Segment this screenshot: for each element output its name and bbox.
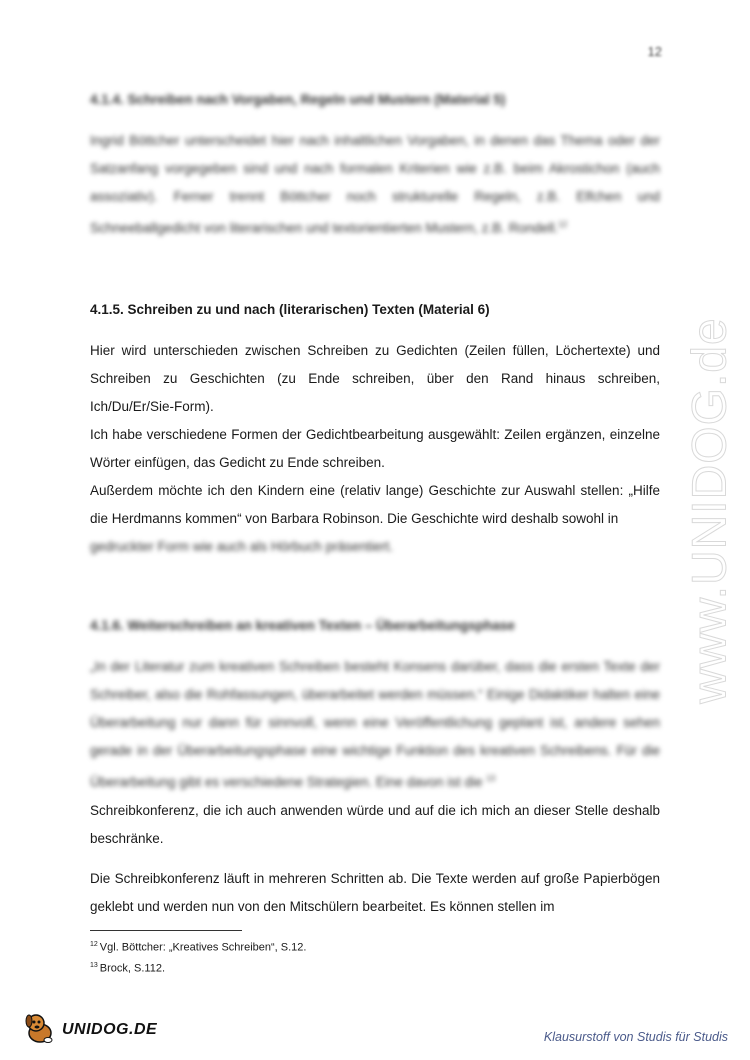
section-4-1-4-text: Ingrid Böttcher unterscheidet hier nach inhaltlichen Vorgaben, in denen das Thema oder der Satzanfang vorgegeben sind und nach formalen Kriterien wie z.B. beim Akrostichon (auch assoziativ). Ferner trennt Böttcher noch strukturelle Regeln, z.B. Elfchen und Schneeballgedicht von literarischen und textorientierten Mustern, z.B. Rondell. (90, 133, 660, 236)
watermark (683, 280, 737, 740)
section-4-1-5-p3-blurred: gedruckter Form wie auch als Hörbuch präsentiert. (90, 539, 394, 554)
footnotes (90, 936, 306, 977)
section-4-1-6-p1-blurred: „In der Literatur zum kreativen Schreiben besteht Konsens darüber, dass die ersten Texte der Schreiber, also die Rohfassungen, überarbeitet werden müssen.“ Einige Didaktiker halten eine Überarbeitung nur dann für sinnvoll, wenn eine Veröffentlichung geplant ist, andere sehen gerade in der Überarbeitungsphase eine wichtige Funktion des kreativen Schreibens. Für die Überarbeitung gibt es verschiedene Strategien. Eine davon ist die (90, 659, 660, 790)
footnote-12: $^{12}$ Vgl. Böttcher: „Kreatives Schreiben“, S.12. (90, 941, 307, 954)
footnote-ref-13: 13 (486, 774, 496, 783)
section-4-1-5-heading: 4.1.5. Schreiben zu und nach (literarischen) Texten (Material 6) (90, 302, 490, 317)
tagline: Klausurstoff von Studis für Studis (543, 1030, 728, 1044)
dog-mascot-icon (22, 1011, 58, 1050)
footnote-rule (90, 930, 242, 931)
section-4-1-6-heading: 4.1.6. Weiterschreiben an kreativen Texten – Überarbeitungsphase (90, 618, 515, 633)
page-number: 12 (647, 44, 662, 59)
footnote-13: $^{13}$ Brock, S.112. (90, 961, 166, 975)
section-4-1-5 (90, 302, 660, 561)
section-4-1-6 (90, 618, 660, 921)
section-4-1-4 (90, 92, 660, 243)
unidog-logo (22, 1010, 157, 1050)
section-4-1-4-heading: 4.1.4. Schreiben nach Vorgaben, Regeln und Mustern (Material 5) (90, 92, 506, 107)
logo-text: UNIDOG.DE (62, 1021, 158, 1038)
section-4-1-6-p2: Die Schreibkonferenz läuft in mehreren Schritten ab. Die Texte werden auf große Papierbögen geklebt und werden nun von den Mitschülern bearbeitet. Es können stellen im (90, 870, 660, 914)
section-4-1-5-p3: Außerdem möchte ich den Kindern eine (relativ lange) Geschichte zur Auswahl stellen: „Hilfe die Herdmanns kommen“ von Barbara Robinson. Die Geschichte wird deshalb sowohl in (90, 483, 660, 526)
footnote-ref-12: 12 (558, 220, 568, 229)
section-4-1-5-p2: Ich habe verschiedene Formen der Gedichtbearbeitung ausgewählt: Zeilen ergänzen, einzelne Wörter einfügen, das Gedicht zu Ende schreiben. (90, 427, 660, 470)
section-4-1-6-p1-visible: Schreibkonferenz, die ich auch anwenden würde und auf die ich mich an dieser Stelle deshalb beschränke. (90, 802, 660, 846)
section-4-1-5-p1: Hier wird unterschieden zwischen Schreiben zu Gedichten (Zeilen füllen, Löchertexte) und Schreiben zu Geschichten (zu Ende schreiben, über den Rand hinaus schreiben, Ich/Du/Er/Sie-Form). (90, 343, 660, 414)
watermark-text: www.UNIDOG.de (683, 316, 737, 704)
